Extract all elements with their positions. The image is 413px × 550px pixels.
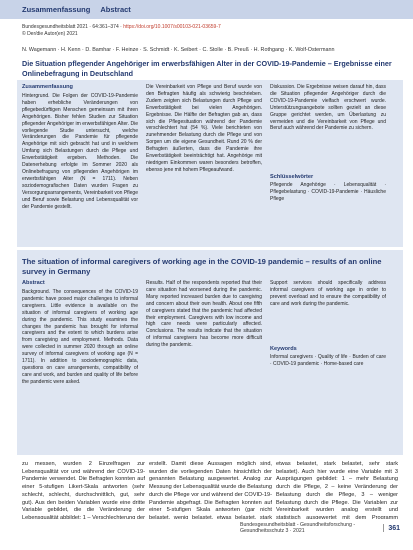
journal-line: Bundesgesundheitsblatt 2021 · 64:361–374 · — [22, 24, 122, 30]
english-abstract-col2: Results. Half of the respondents reported that their care situation had worsened during the pandemic. Many reported increased burden due to caregiving and concern about their own health. About one fifth of caregivers stated that the pandemic had affected their employment. Caregivers with low income and high care needs were particularly affected. Conclusions. The results indicate that the situation of informal caregivers has become more difficult during the pandemic. — [146, 280, 262, 349]
footer-separator — [383, 524, 384, 532]
german-summary-heading: Zusammenfassung — [22, 84, 73, 90]
english-keywords: Informal caregivers · Quality of life · Burden of care · COVID-19 pandemic · Home-based care — [270, 354, 386, 367]
title-german: Die Situation pflegender Angehöriger im erwerbsfähigen Alter in der COVID-19-Pandemie – Ergebnisse einer Onlinebefragung in Deutschland — [22, 59, 392, 78]
doi-link[interactable]: https://doi.org/10.1007/s00103-021-03659-7 — [123, 24, 221, 30]
english-abstract-col1: Background. The consequences of the COVID-19 pandemic have posed major challenges to informal caregivers. Little evidence is available on the situation of informal caregivers of working age during the pandemic. This study examines the changes the pandemic has brought for informal caregivers and the extent to which burdens arise from caregiving and employment. Methods. Data were collected in summer 2020 through an online survey of informal caregivers of working age (N = 1711). In addition to sociodemographic data, questions on care arrangements, compatibility of care and work, and burden and quality of life before the pandemic were asked. — [22, 289, 138, 385]
footer-journal: Bundesgesundheitsblatt - Gesundheitsforschung - Gesundheitsschutz 3 · 2021 — [240, 522, 356, 534]
german-keywords-heading: Schlüsselwörter — [270, 174, 314, 180]
copyright: © Der/die Autor(en) 2021 — [22, 31, 78, 37]
body-text-col1: zu messen, wurden 2 Einzelfragen zur Lebensqualität vor und während der COVID-19-Pandemie verwendet. Die Befragten konnten auf einer 5-stufigen Likert-Skala antworten (sehr schlecht, schlecht, durchschnittlich, gut, sehr gut). Aus den beiden Variablen wurde eine dritte Variable gebildet, die die Veränderung der Lebensqualität abbildet: 1 – Verschlechterung der — [22, 461, 145, 519]
tab-abstract: Abstract — [100, 5, 131, 14]
body-text-col3: etwas belastet, stark belastet, sehr stark belastet). Auch hier wurde eine Variable mit 3 Ausprägungen gebildet: 1 – mehr Belastung durch die Pflege, 2 – keine Veränderung der Belastung durch die Pflege, 3 – weniger Belastung durch die Pflege. Die Variablen zur Vereinbarkeit wurden analog erstellt und statistisch ausgewertet mit dem Programm — [276, 461, 398, 519]
body-text-col2: erstellt. Damit diese Aussagen möglich sind, wurden die vorliegenden Daten hinsichtlich der genannten Belastung ausgewertet. Analog zur Messung der Lebensqualität wurde die Belastung durch die Pflege vor und während der COVID-19-Pandemie abgefragt. Die Befragten konnten auf einer 5-stufigen Skala antworten (gar nicht belastet, wenig belastet, etwas belastet, stark — [149, 461, 272, 519]
english-keywords-heading: Keywords — [270, 346, 297, 352]
header-bar — [0, 0, 413, 19]
author-list: N. Wagemann · H. Kenn · D. Bamhar · F. Heinze · S. Schmidt · K. Seibert · C. Stolle · B. Preuß · H. Rothgang · K. Wolf-Ostermann — [22, 47, 335, 53]
page-footer — [240, 522, 400, 534]
tab-summary: Zusammenfassung — [22, 5, 91, 14]
english-abstract-heading: Abstract — [22, 280, 45, 286]
english-abstract-col3: Support services should specifically address informal caregivers of working age in order to prevent overload and to ensure the compatibility of care and work during the pandemic. — [270, 280, 386, 307]
german-summary-col3: Diskussion. Die Ergebnisse weisen darauf hin, dass die Situation pflegender Angehöriger durch die COVID-19-Pandemie vielfach erschwert wurde. Unterstützungsangebote sollten gezielt an diese Gruppe gerichtet werden, um Überlastung zu vermeiden und die Vereinbarkeit von Pflege und Beruf auch während der Pandemie zu sichern. — [270, 84, 386, 132]
article-meta — [22, 24, 221, 38]
german-summary-col1: Hintergrund. Die Folgen der COVID-19-Pandemie haben erhebliche Veränderungen von pflegebedürftigen Menschen gemeinsam mit ihren Angehörigen. Bisher fehlen Studien zur Situation pflegender Angehöriger im erwerbsfähigen Alter. Die vorliegende Studie untersucht, welche Veränderungen die Pandemie für pflegende Angehörige mit sich gebracht hat und in welchem Umfang sich Belastungen durch die Pflege und Erwerbstätigkeit ergeben. Methoden. Die Datenerhebung erfolgte im Sommer 2020 als Onlinebefragung von pflegenden Angehörigen im erwerbsfähigen Alter (N = 1711). Neben soziodemografischen Daten wurden Fragen zu Versorgungsarrangements, Vereinbarkeit von Pflege und Beruf sowie Belastung und Lebensqualität vor der Pandemie gestellt. — [22, 93, 138, 210]
title-english: The situation of informal caregivers of working age in the COVID-19 pandemic – results of an online survey in Germany — [22, 257, 382, 276]
page-number: 361 — [388, 524, 400, 532]
german-summary-col2: Die Vereinbarkeit von Pflege und Beruf wurde von den Befragten häufig als schwierig beschrieben. Zudem zeigten sich Belastungen durch Pflege und Erwerbstätigkeit bei vielen Angehörigen. Ergebnisse. Die Hälfte der Befragten gab an, dass sich die Pflegesituation während der Pandemie verschlechtert hat (54 %). Viele berichteten von zunehmender Belastung durch die Pflege und von Sorgen um die eigene Gesundheit. Rund 20 % der Befragten äußerten, dass die Pandemie ihre Erwerbstätigkeit beeinträchtigt hat. Angehörige mit niedrigem Einkommen waren besonders betroffen, ebenso jene mit hohem Pflegeaufwand. — [146, 84, 262, 173]
german-keywords: Pflegende Angehörige · Lebensqualität · Pflegebelastung · COVID-19-Pandemie · Häusliche Pflege — [270, 182, 386, 202]
